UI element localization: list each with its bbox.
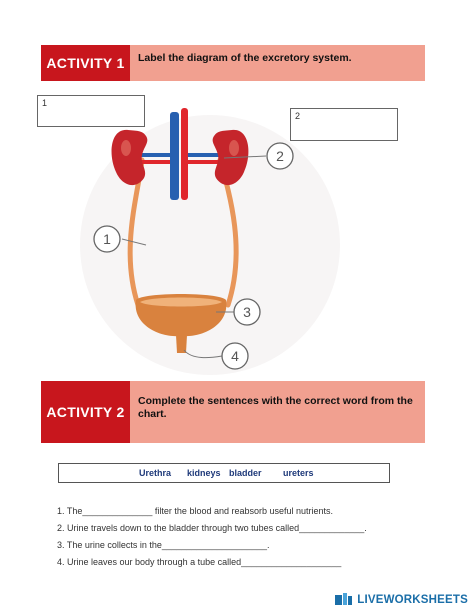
callout-4-number: 4	[231, 348, 239, 364]
sentence-4[interactable]: 4. Urine leaves our body through a tube called____________________	[57, 557, 342, 567]
activity-1-instruction: Label the diagram of the excretory system.	[130, 45, 425, 81]
answer-box-2-number: 2	[295, 111, 301, 121]
word-bank-item: kidneys	[187, 468, 221, 478]
sentence-list	[57, 503, 437, 571]
urethra	[176, 335, 187, 353]
activity-1-label: ACTIVITY 1	[41, 45, 130, 81]
excretory-system-diagram	[80, 100, 340, 375]
sentence-3[interactable]: 3. The urine collects in the_____________________.	[57, 540, 270, 550]
callout-2-number: 2	[276, 148, 284, 164]
callout-1-number: 1	[103, 231, 111, 247]
brand-name: LIVEWORKSHEETS	[357, 594, 468, 606]
liveworksheets-logo-icon	[335, 593, 353, 607]
right-kidney-highlight	[229, 140, 239, 156]
word-bank	[58, 463, 390, 483]
answer-box-1-number: 1	[42, 98, 48, 108]
word-bank-item: bladder	[229, 468, 262, 478]
callout-4	[222, 343, 248, 369]
word-bank-item: ureters	[283, 468, 314, 478]
activity-1-header	[41, 45, 425, 81]
activity-2-label: ACTIVITY 2	[41, 381, 130, 443]
activity-2-instruction: Complete the sentences with the correct word from the chart.	[130, 381, 425, 443]
aorta	[181, 108, 188, 200]
sentence-1[interactable]: 1. The______________ filter the blood and reabsorb useful nutrients.	[57, 506, 334, 516]
callout-3-number: 3	[243, 304, 251, 320]
footer-brand[interactable]	[335, 593, 468, 607]
callout-3	[234, 299, 260, 325]
callout-2	[267, 143, 293, 169]
callout-1	[94, 226, 120, 252]
vena-cava	[170, 112, 179, 200]
left-kidney-highlight	[121, 140, 131, 156]
word-bank-item: Urethra	[139, 468, 172, 478]
sentence-2[interactable]: 2. Urine travels down to the bladder through two tubes called_____________.	[57, 523, 367, 533]
activity-2-header	[41, 381, 425, 443]
